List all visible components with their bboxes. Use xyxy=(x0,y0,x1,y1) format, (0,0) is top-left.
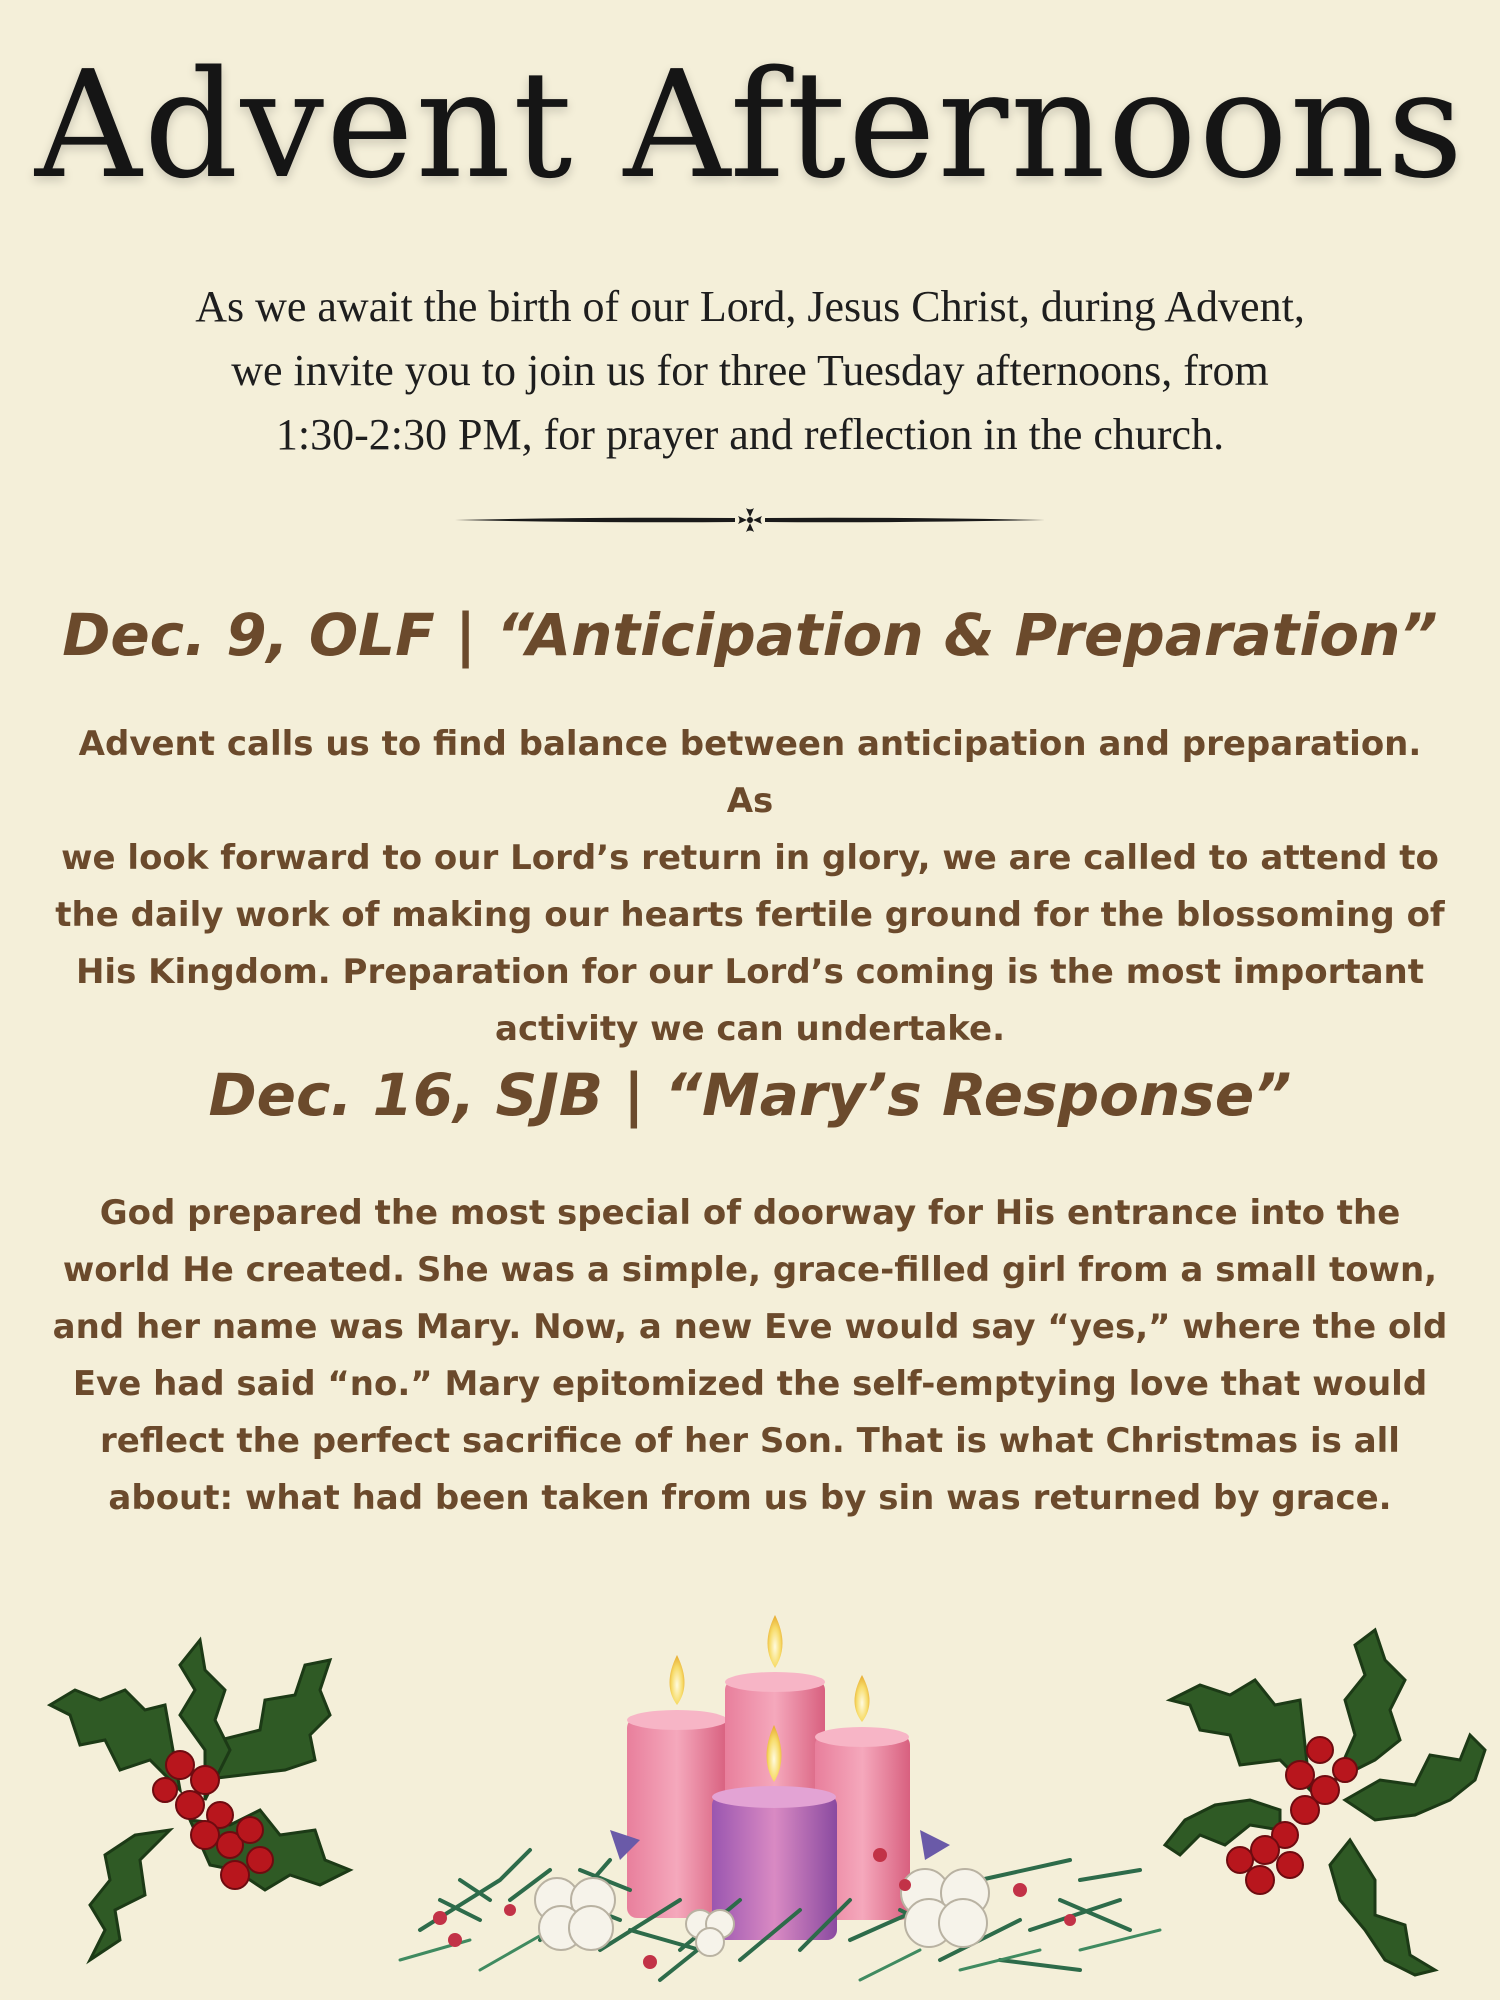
holly-leaf-icon xyxy=(1330,1840,1435,1975)
paragraph-line: we look forward to our Lord’s return in glory, we are called to attend to xyxy=(61,838,1439,878)
paragraph-line: Eve had said “no.” Mary epitomized the self-emptying love that would xyxy=(72,1364,1428,1404)
paragraph-line: world He created. She was a simple, grace-filled girl from a small town, xyxy=(62,1250,1438,1290)
ornamental-divider xyxy=(455,500,1045,540)
paragraph-line: reflect the perfect sacrifice of her Son. That is what Christmas is all xyxy=(100,1421,1400,1461)
berry-icon xyxy=(1291,1796,1319,1824)
session-description-dec-16 xyxy=(50,1185,1450,1527)
berry-icon xyxy=(643,1955,657,1969)
paragraph-line: and her name was Mary. Now, a new Eve would say “yes,” where the old xyxy=(52,1307,1448,1347)
berry-icon xyxy=(1064,1914,1076,1926)
intro-line: 1:30-2:30 PM, for prayer and reflection in the church. xyxy=(275,410,1225,459)
berry-icon xyxy=(191,1821,219,1849)
berry-icon xyxy=(1227,1847,1253,1873)
berry-icon xyxy=(433,1911,447,1925)
cotton-flower-icon xyxy=(535,1878,615,1950)
berry-icon xyxy=(166,1751,194,1779)
berry-icon xyxy=(504,1904,516,1916)
berry-icon xyxy=(153,1778,177,1802)
berry-icon xyxy=(448,1933,462,1947)
holly-leaf-icon xyxy=(90,1830,170,1960)
holly-leaf-icon xyxy=(50,1690,180,1790)
berry-icon xyxy=(1251,1836,1279,1864)
intro-line: we invite you to join us for three Tuesday afternoons, from xyxy=(231,346,1269,395)
holly-left-illustration xyxy=(30,1620,360,1980)
berry-icon xyxy=(191,1766,219,1794)
session-heading-dec-16: Dec. 16, SJB | “Mary’s Response” xyxy=(208,1061,1292,1129)
berry-icon xyxy=(1307,1737,1333,1763)
session-description-dec-9 xyxy=(50,716,1450,1058)
berry-icon xyxy=(247,1847,273,1873)
page-title: Advent Afternoons xyxy=(34,39,1466,211)
session-heading-dec-9: Dec. 9, OLF | “Anticipation & Preparation” xyxy=(62,601,1438,669)
advent-candles-illustration xyxy=(380,1600,1170,2000)
holly-right-illustration xyxy=(1160,1620,1490,1980)
berry-icon xyxy=(237,1817,263,1843)
berry-icon xyxy=(1333,1758,1357,1782)
berry-icon xyxy=(1246,1866,1274,1894)
paragraph-line: Advent calls us to find balance between anticipation and preparation. As xyxy=(78,724,1422,821)
berry-icon xyxy=(221,1861,249,1889)
paragraph-line: activity we can undertake. xyxy=(495,1009,1005,1049)
paragraph-line: God prepared the most special of doorway for His entrance into the xyxy=(99,1193,1401,1233)
berry-icon xyxy=(1277,1852,1303,1878)
berry-icon xyxy=(1286,1761,1314,1789)
berry-icon xyxy=(899,1879,911,1891)
paragraph-line: His Kingdom. Preparation for our Lord’s coming is the most important xyxy=(75,952,1425,992)
paragraph-line: about: what had been taken from us by sin was returned by grace. xyxy=(108,1478,1392,1518)
berry-icon xyxy=(873,1848,887,1862)
berry-icon xyxy=(176,1791,204,1819)
cotton-flower-icon xyxy=(901,1869,989,1947)
intro-line: As we await the birth of our Lord, Jesus Christ, during Advent, xyxy=(195,282,1305,331)
cross-flourish-icon xyxy=(738,508,762,532)
paragraph-line: the daily work of making our hearts fertile ground for the blossoming of xyxy=(55,895,1445,935)
intro-text xyxy=(100,275,1400,467)
berry-icon xyxy=(1013,1883,1027,1897)
